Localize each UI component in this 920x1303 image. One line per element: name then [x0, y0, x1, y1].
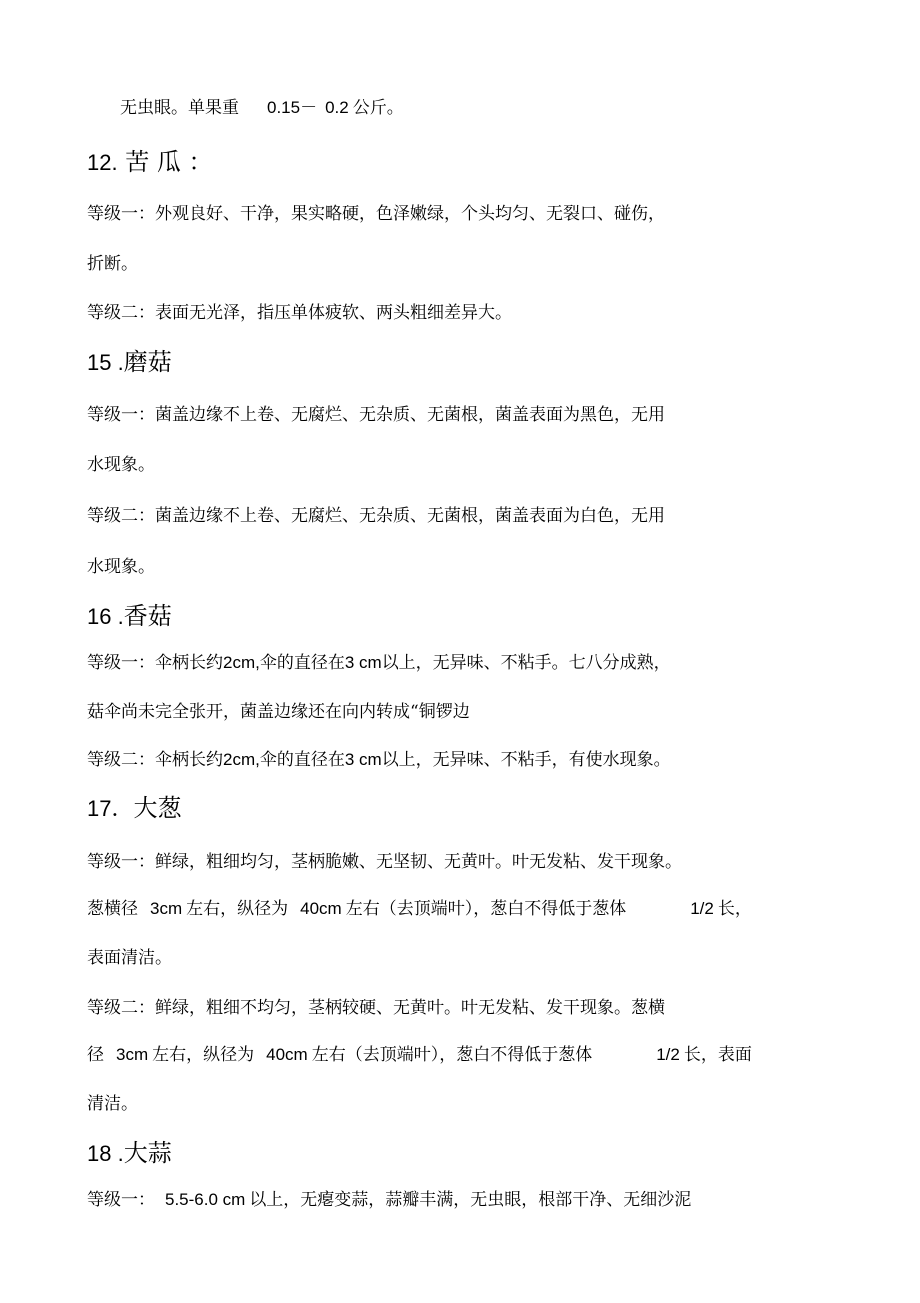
section-number: 17．	[87, 796, 134, 821]
measure: 3cm	[116, 1045, 149, 1064]
measure: 1/2	[656, 1045, 680, 1064]
section-heading-15	[87, 346, 172, 379]
weight-max: 0.2	[325, 98, 349, 117]
text: 以上，无异味、不粘手。七八分成熟，	[381, 653, 671, 673]
unit: 公斤。	[352, 98, 404, 118]
text: 左右，纵径为	[186, 899, 289, 919]
section-number: 18 .	[87, 1141, 124, 1166]
text: 以上，无异味、不粘手，有使水现象。	[381, 750, 671, 770]
text: 伞的直径在	[259, 750, 345, 770]
text: 长，表面	[683, 1045, 752, 1065]
section-title: 磨菇	[123, 348, 172, 376]
text: 以上，无瘪变蒜，蒜瓣丰满，无虫眼，根部干净、无细沙泥	[249, 1190, 692, 1210]
paragraph-line: 等级二：表面无光泽，指压单体疲软、两头粗细差异大。	[87, 303, 512, 323]
measure: 40cm	[300, 899, 342, 918]
measure: 40cm	[266, 1045, 308, 1064]
paragraph-line: 表面清洁。	[87, 948, 172, 968]
paragraph-line: 水现象。	[87, 557, 155, 577]
text: 长，	[717, 899, 752, 919]
measure: 3 cm	[344, 750, 382, 769]
paragraph-line	[87, 748, 671, 772]
text: 葱横径	[87, 899, 138, 919]
paragraph-line: 等级二：菌盖边缘不上卷、无腐烂、无杂质、无菌根，菌盖表面为白色，无用	[87, 506, 665, 526]
measure: 3cm	[150, 899, 183, 918]
text: 径	[87, 1045, 104, 1065]
paragraph-line: 等级一：外观良好、干净，果实略硬，色泽嫩绿，个头均匀、无裂口、碰伤，	[87, 204, 665, 224]
paragraph-line: 菇伞尚未完全张开，菌盖边缘还在向内转成“铜锣边	[87, 702, 470, 722]
measure: 3 cm	[344, 653, 382, 672]
text: 无虫眼。单果重	[120, 98, 239, 118]
paragraph-line	[87, 1043, 752, 1067]
section-title: 大蒜	[123, 1139, 172, 1167]
paragraph-line: 等级一：鲜绿，粗细均匀，茎柄脆嫩、无坚韧、无黄叶。叶无发粘、发干现象。	[87, 852, 682, 872]
section-title: 苦 瓜 ：	[125, 148, 213, 176]
text: 等级二：伞柄长约	[87, 750, 223, 770]
text: 左右，纵径为	[152, 1045, 255, 1065]
paragraph-line: 等级一：菌盖边缘不上卷、无腐烂、无杂质、无菌根，菌盖表面为黑色，无用	[87, 405, 665, 425]
section-heading-12	[87, 146, 213, 179]
paragraph-line	[87, 1188, 691, 1212]
section-title: 大葱	[133, 794, 182, 822]
section-number: 12.	[87, 150, 118, 175]
paragraph-line: 水现象。	[87, 455, 155, 475]
measure: 1/2	[690, 899, 714, 918]
continuation-line	[120, 96, 404, 120]
text: 左右（去顶端叶），葱白不得低于葱体	[311, 1045, 593, 1065]
section-title: 香菇	[123, 602, 172, 630]
section-heading-18	[87, 1137, 172, 1170]
paragraph-line: 等级二：鲜绿，粗细不均匀，茎柄较硬、无黄叶。叶无发粘、发干现象。葱横	[87, 998, 665, 1018]
text: 等级一：伞柄长约	[87, 653, 223, 673]
text: 伞的直径在	[259, 653, 345, 673]
paragraph-line	[87, 897, 752, 921]
section-heading-17	[87, 792, 181, 825]
section-number: 15 .	[87, 350, 124, 375]
paragraph-line: 折断。	[87, 254, 138, 274]
section-number: 16 .	[87, 604, 124, 629]
paragraph-line	[87, 651, 671, 675]
measure: 2cm,	[223, 653, 260, 672]
weight-min: 0.15－	[267, 98, 318, 117]
text: 等级一：	[87, 1190, 155, 1210]
section-heading-16	[87, 600, 172, 633]
measure: 5.5-6.0 cm	[165, 1190, 246, 1209]
text: 左右（去顶端叶），葱白不得低于葱体	[345, 899, 627, 919]
paragraph-line: 清洁。	[87, 1094, 138, 1114]
measure: 2cm,	[223, 750, 260, 769]
